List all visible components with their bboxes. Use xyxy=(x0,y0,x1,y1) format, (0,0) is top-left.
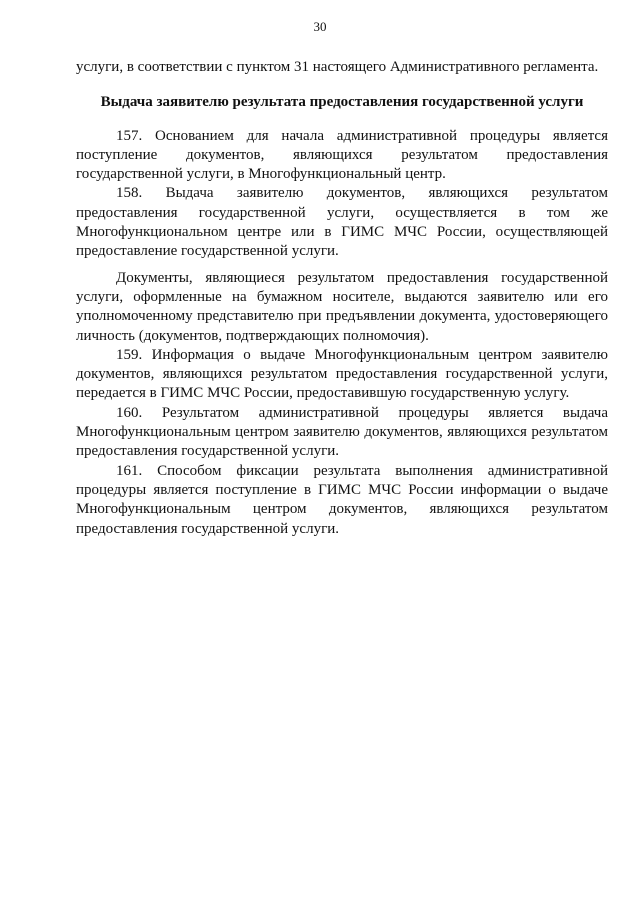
paragraph-158: 158. Выдача заявителю документов, являющихся результатом предоставления государственной услуги, осуществляется в том же Многофункциональном центре или в ГИМС МЧС России, осуществляющей предоставление государственной услуги. xyxy=(76,185,608,260)
paragraph-157: 157. Основанием для начала административной процедуры является поступление документов, являющихся результатом предоставления государственной услуги, в Многофункциональный центр. xyxy=(76,127,608,183)
paragraph-159: 159. Информация о выдаче Многофункциональным центром заявителю документов, являющихся результатом предоставления государственной услуги, передается в ГИМС МЧС России, предоставившую государственную услугу. xyxy=(76,346,608,402)
paragraph-documents: Документы, являющиеся результатом предоставления государственной услуги, оформленные на бумажном носителе, выдаются заявителю или его уполномоченному представителю при предъявлении документа, удостоверяющего личность (документов, подтверждающих полномочия). xyxy=(76,269,608,344)
paragraph-160: 160. Результатом административной процедуры является выдача Многофункциональным центром заявителю документов, являющихся результатом предоставления государственной услуги. xyxy=(76,404,608,460)
section-heading: Выдача заявителю результата предоставления государственной услуги xyxy=(100,94,584,111)
paragraph-161: 161. Способом фиксации результата выполнения административной процедуры является поступление в ГИМС МЧС России информации о выдаче Многофункциональным центром документов, являющихся результатом предоставления государственной услуги. xyxy=(76,462,608,537)
page-number: 30 xyxy=(313,19,327,34)
document-body xyxy=(76,58,608,539)
continuation-text: услуги, в соответствии с пунктом 31 настоящего Административного регламента. xyxy=(76,59,599,75)
